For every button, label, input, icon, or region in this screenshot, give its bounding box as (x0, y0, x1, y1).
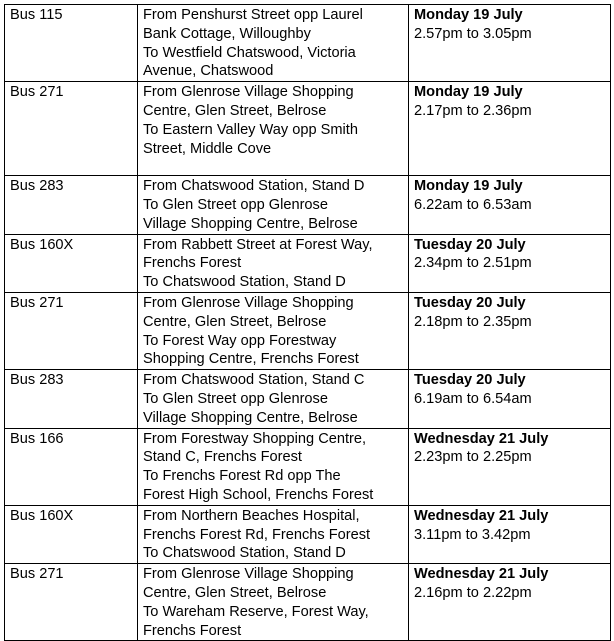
trip-description-line: Avenue, Chatswood (143, 63, 274, 80)
trip-time-range: 2.18pm to 2.35pm (414, 313, 532, 330)
trip-day: Wednesday 21 July (414, 430, 549, 447)
trip-time-range: 2.57pm to 3.05pm (414, 25, 532, 42)
trip-time-range: 2.34pm to 2.51pm (414, 255, 532, 272)
trip-time-range: 2.17pm to 2.36pm (414, 102, 532, 119)
trip-time-cell (409, 564, 611, 641)
route-cell (5, 564, 138, 641)
trip-description-line: To Forest Way opp Forestway (143, 332, 337, 349)
trip-day: Tuesday 20 July (414, 294, 526, 311)
trip-description-line: From Rabbett Street at Forest Way, (143, 236, 373, 253)
table-row (5, 370, 611, 428)
trip-time-cell (409, 370, 611, 428)
trip-description-line: Frenchs Forest Rd, Frenchs Forest (143, 526, 371, 543)
route-cell (5, 428, 138, 505)
table-row (5, 428, 611, 505)
trip-description-line: Centre, Glen Street, Belrose (143, 584, 327, 601)
trip-description-cell (138, 5, 409, 82)
table-row (5, 5, 611, 82)
trip-description-line: Village Shopping Centre, Belrose (143, 409, 358, 426)
trip-description-line: From Glenrose Village Shopping (143, 566, 354, 583)
route-cell (5, 370, 138, 428)
trip-time-range: 6.22am to 6.53am (414, 196, 532, 213)
trip-description-cell (138, 82, 409, 176)
trip-description-line: From Northern Beaches Hospital, (143, 507, 360, 524)
trip-time-range: 2.16pm to 2.22pm (414, 584, 532, 601)
trip-time-range: 2.23pm to 2.25pm (414, 449, 532, 466)
trip-description-cell (138, 234, 409, 292)
route-label: Bus 271 (10, 294, 64, 311)
table-row (5, 564, 611, 641)
trip-description-line: To Chatswood Station, Stand D (143, 274, 346, 291)
route-cell (5, 5, 138, 82)
trip-description-line: To Glen Street opp Glenrose (143, 196, 328, 213)
trip-description-line: From Glenrose Village Shopping (143, 84, 354, 101)
route-label: Bus 271 (10, 566, 64, 583)
trip-time-cell (409, 5, 611, 82)
trip-time-cell (409, 428, 611, 505)
trip-day: Monday 19 July (414, 84, 523, 101)
table-row (5, 292, 611, 369)
trip-description-line: From Forestway Shopping Centre, (143, 430, 367, 447)
route-cell (5, 82, 138, 176)
trip-description-cell (138, 564, 409, 641)
trip-time-cell (409, 82, 611, 176)
trip-time-cell (409, 292, 611, 369)
trip-description-line: Centre, Glen Street, Belrose (143, 102, 327, 119)
trip-description-line: To Frenchs Forest Rd opp The (143, 468, 341, 485)
route-cell (5, 505, 138, 563)
trip-description-line: To Chatswood Station, Stand D (143, 545, 346, 562)
trip-description-line: From Glenrose Village Shopping (143, 294, 354, 311)
table-row (5, 82, 611, 176)
trip-description-line: To Eastern Valley Way opp Smith (143, 121, 358, 138)
trip-description-line: Stand C, Frenchs Forest (143, 449, 302, 466)
trip-description-line: From Chatswood Station, Stand C (143, 372, 365, 389)
table-row (5, 505, 611, 563)
trip-description-line: Forest High School, Frenchs Forest (143, 486, 374, 503)
trip-description-line: Frenchs Forest (143, 622, 242, 639)
trip-description-cell (138, 370, 409, 428)
trip-description-cell (138, 176, 409, 234)
trip-day: Wednesday 21 July (414, 507, 549, 524)
trip-description-cell (138, 292, 409, 369)
trip-day: Monday 19 July (414, 178, 523, 195)
table-row (5, 176, 611, 234)
trip-description-cell (138, 428, 409, 505)
trip-day: Monday 19 July (414, 7, 523, 23)
table-row (5, 234, 611, 292)
trip-description-line: From Penshurst Street opp Laurel (143, 7, 363, 23)
schedule-rows (5, 5, 611, 641)
route-cell (5, 176, 138, 234)
route-label: Bus 115 (10, 7, 63, 23)
trip-description-line: From Chatswood Station, Stand D (143, 178, 365, 195)
trip-description-line: Frenchs Forest (143, 255, 242, 272)
route-cell (5, 234, 138, 292)
trip-description-line: Street, Middle Cove (143, 140, 272, 157)
route-label: Bus 283 (10, 372, 64, 389)
route-label: Bus 160X (10, 236, 74, 253)
trip-description-line: Shopping Centre, Frenchs Forest (143, 351, 359, 368)
trip-description-line: Centre, Glen Street, Belrose (143, 313, 327, 330)
route-label: Bus 271 (10, 84, 64, 101)
route-label: Bus 166 (10, 430, 64, 447)
trip-description-line: Village Shopping Centre, Belrose (143, 215, 358, 232)
trip-day: Wednesday 21 July (414, 566, 549, 583)
route-cell (5, 292, 138, 369)
trip-description-line: To Glen Street opp Glenrose (143, 390, 328, 407)
trip-time-cell (409, 176, 611, 234)
trip-day: Tuesday 20 July (414, 372, 526, 389)
bus-schedule-table (4, 4, 611, 641)
trip-time-cell (409, 234, 611, 292)
trip-time-range: 6.19am to 6.54am (414, 390, 532, 407)
trip-description-line: To Wareham Reserve, Forest Way, (143, 603, 369, 620)
trip-day: Tuesday 20 July (414, 236, 526, 253)
trip-description-line: To Westfield Chatswood, Victoria (143, 44, 356, 61)
trip-time-range: 3.11pm to 3.42pm (414, 526, 531, 543)
trip-time-cell (409, 505, 611, 563)
route-label: Bus 283 (10, 178, 64, 195)
trip-description-line: Bank Cottage, Willoughby (143, 25, 311, 42)
trip-description-cell (138, 505, 409, 563)
route-label: Bus 160X (10, 507, 74, 524)
